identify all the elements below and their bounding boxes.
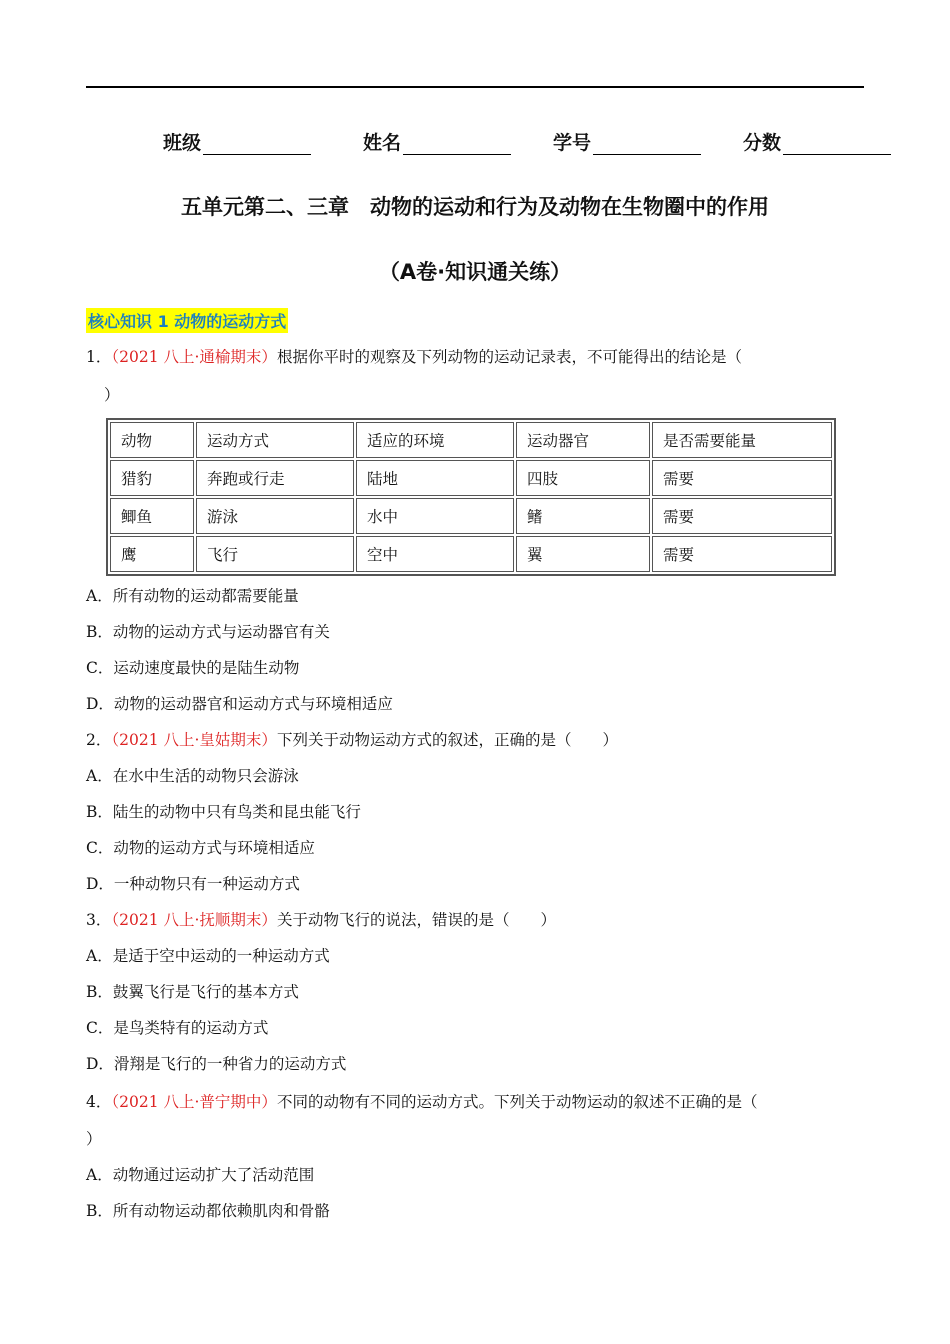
table-cell: 陆地 [356,460,514,496]
question-4-option-b[interactable]: B．所有动物运动都依赖肌肉和骨骼 [86,1202,330,1220]
score-label: 分数 [743,132,782,154]
table-row [110,498,832,534]
question-1-option-a[interactable]: A．所有动物的运动都需要能量 [86,587,299,605]
question-number: 4． [86,1093,112,1111]
question-1-option-c[interactable]: C．运动速度最快的是陆生动物 [86,659,300,677]
table-cell: 飞行 [196,536,354,572]
class-label: 班级 [163,132,202,154]
table-cell: 是否需要能量 [652,422,832,458]
table-cell: 鳍 [516,498,650,534]
question-1-option-b[interactable]: B．动物的运动方式与运动器官有关 [86,623,330,641]
question-number: 1． [86,348,112,366]
table-cell: 需要 [652,536,832,572]
table-cell: 运动方式 [196,422,354,458]
table-row [110,422,832,458]
student-info-row [0,128,950,158]
name-blank[interactable] [403,134,511,155]
question-source: （2021 八上·抚顺期末） [111,911,277,929]
table-row [110,536,832,572]
question-number: 3． [86,911,112,929]
question-text: 关于动物飞行的说法，错误的是（ ） [276,911,556,929]
document-title: 五单元第二、三章 动物的运动和行为及动物在生物圈中的作用 [181,195,769,219]
table-cell: 鲫鱼 [110,498,194,534]
table-cell: 运动器官 [516,422,650,458]
header-rule [86,86,864,88]
question-3-option-a[interactable]: A．是适于空中运动的一种运动方式 [86,947,330,965]
question-3-option-c[interactable]: C．是鸟类特有的运动方式 [86,1019,269,1037]
question-4-stem [86,1091,757,1113]
question-4-stem-end: ） [86,1130,102,1148]
question-3-stem [86,909,556,931]
question-3-option-d[interactable]: D．滑翔是飞行的一种省力的运动方式 [86,1055,347,1073]
table-cell: 鹰 [110,536,194,572]
table-cell: 水中 [356,498,514,534]
table-cell: 适应的环境 [356,422,514,458]
name-field [363,128,511,155]
table-cell: 需要 [652,498,832,534]
question-4-option-a[interactable]: A．动物通过运动扩大了活动范围 [86,1166,315,1184]
question-2-option-a[interactable]: A．在水中生活的动物只会游泳 [86,767,299,785]
table-cell: 空中 [356,536,514,572]
name-label: 姓名 [363,132,402,154]
question-text: 下列关于动物运动方式的叙述，正确的是（ ） [276,731,618,749]
table-cell: 需要 [652,460,832,496]
motion-record-table [106,418,836,576]
question-source: （2021 八上·普宁期中） [111,1093,277,1111]
table-cell: 奔跑或行走 [196,460,354,496]
table-cell: 四肢 [516,460,650,496]
table-cell: 游泳 [196,498,354,534]
class-blank[interactable] [203,134,311,155]
table-row [110,460,832,496]
question-text: 根据你平时的观察及下列动物的运动记录表，不可能得出的结论是（ [276,348,742,366]
question-number: 2． [86,731,112,749]
question-2-option-d[interactable]: D．一种动物只有一种运动方式 [86,875,300,893]
class-field [163,128,311,155]
question-source: （2021 八上·通榆期末） [111,348,277,366]
question-1-stem-end: ） [104,386,120,404]
question-1-stem [86,346,742,368]
document-subtitle: （A卷·知识通关练） [378,260,572,284]
section-heading: 核心知识 1 动物的运动方式 [86,308,288,333]
student-id-blank[interactable] [593,134,701,155]
student-id-field [553,128,701,155]
question-2-stem [86,729,618,751]
question-1-option-d[interactable]: D．动物的运动器官和运动方式与环境相适应 [86,695,393,713]
score-blank[interactable] [783,134,891,155]
question-2-option-c[interactable]: C．动物的运动方式与环境相适应 [86,839,315,857]
score-field [743,128,891,155]
question-2-option-b[interactable]: B．陆生的动物中只有鸟类和昆虫能飞行 [86,803,361,821]
table-cell: 猎豹 [110,460,194,496]
question-source: （2021 八上·皇姑期末） [111,731,277,749]
question-text: 不同的动物有不同的运动方式。下列关于动物运动的叙述不正确的是（ [276,1093,758,1111]
student-id-label: 学号 [553,132,592,154]
table-cell: 翼 [516,536,650,572]
question-3-option-b[interactable]: B．鼓翼飞行是飞行的基本方式 [86,983,299,1001]
table-cell: 动物 [110,422,194,458]
